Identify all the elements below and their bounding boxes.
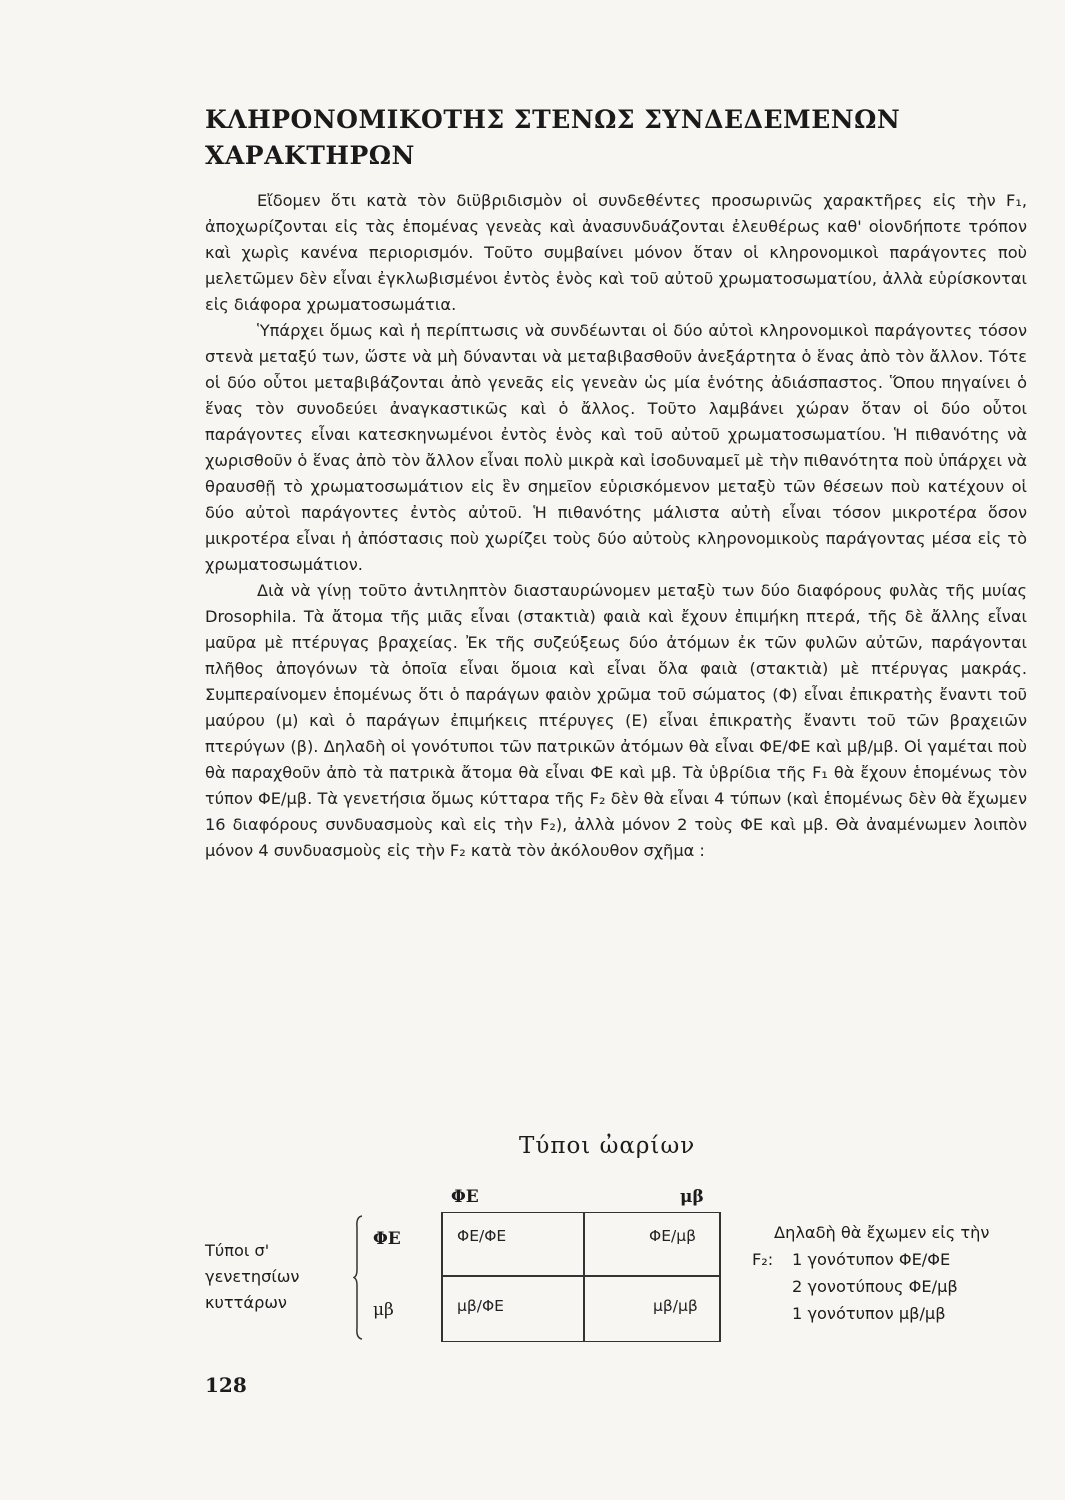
row-label-line: Τύποι σ' <box>205 1241 270 1260</box>
generation-label: F₂: <box>752 1250 774 1269</box>
summary-note <box>752 1219 1042 1327</box>
chapter-title: ΚΛΗΡΟΝΟΜΙΚΟΤΗΣ ΣΤΕΝΩΣ ΣΥΝΔΕΔΕΜΕΝΩΝ ΧΑΡΑΚΤΗΡΩΝ <box>205 105 901 170</box>
cell-fe-fe: ΦΕ/ΦΕ <box>457 1227 507 1245</box>
row-header-fe: ΦΕ <box>373 1229 401 1249</box>
paragraph: Ὑπάρχει ὅμως καὶ ἡ περίπτωσις νὰ συνδέωνται οἱ δύο αὐτοὶ κληρονομικοὶ παράγοντες τόσον στενὰ μεταξύ των, ὥστε νὰ μὴ δύνανται νὰ μεταβιβασθοῦν ἀνεξάρτητα ὁ ἕνας ἀπὸ τὸν ἄλλον. Τότε οἱ δύο οὗτοι μεταβιβάζονται ἀπὸ γενεᾶς εἰς γενεὰν ὡς μία ἑνότης ἀδιάσπαστος. Ὅπου πηγαίνει ὁ ἕνας τὸν συνοδεύει ἀναγκαστικῶς καὶ ὁ ἄλλος. Τοῦτο λαμβάνει χώραν ὅταν οἱ δύο οὗτοι παράγοντες εἶναι κατεσκηνωμένοι ἐντὸς ἑνὸς καὶ τοῦ αὐτοῦ χρωματοσωματίου. Ἡ πιθανότης νὰ χωρισθοῦν ὁ ἕνας ἀπὸ τὸν ἄλλον εἶναι πολὺ μικρὰ καὶ ἰσοδυναμεῖ μὲ τὴν πιθανότητα ποὺ ὑπάρχει νὰ θραυσθῇ τὸ χρωματοσωμάτιον εἰς ἓν σημεῖον εὑρισκόμενον μεταξὺ τῶν θέσεων ποὺ κατέχουν οἱ δύο αὐτοὶ παράγοντες ἐντὸς αὐτοῦ. Ἡ πιθανότης μάλιστα αὐτὴ εἶναι τόσον μικροτέρα ὅσον μικροτέρα εἶναι ἡ ἀπόστασις ποὺ χωρίζει τοὺς δύο αὐτοὺς κληρονομικοὺς παράγοντας μέσα εἰς τὸ χρωματοσωμάτιον. <box>205 321 1027 574</box>
page-number: 128 <box>205 1373 247 1397</box>
summary-genotype: 2 γονοτύπους ΦΕ/μβ <box>792 1277 958 1296</box>
column-header-mb: μβ <box>680 1187 704 1207</box>
cell-mb-mb: μβ/μβ <box>653 1297 698 1315</box>
summary-genotype: 1 γονότυπον μβ/μβ <box>792 1304 946 1323</box>
punnett-square <box>441 1212 721 1342</box>
paragraph: Διὰ νὰ γίνῃ τοῦτο ἀντιληπτὸν διασταυρώνομεν μεταξὺ των δύο διαφόρους φυλὰς τῆς μυίας Drosophila. Τὰ ἄτομα τῆς μιᾶς εἶναι (στακτιὰ) φαιὰ καὶ ἔχουν ἐπιμήκη πτερά, τῆς δὲ ἄλλης εἶναι μαῦρα μὲ πτέρυγας βραχείας. Ἐκ τῆς συζεύξεως δύο ἀτόμων ἐκ τῶν φυλῶν αὐτῶν, παράγονται πλῆθος ἀπογόνων τὰ ὁποῖα εἶναι ὅμοια καὶ εἶναι ὅλα φαιὰ (στακτιὰ) μὲ πτέρυγας μακράς. Συμπεραίνομεν ἑπομένως ὅτι ὁ παράγων φαιὸν χρῶμα τοῦ σώματος (Φ) εἶναι ἐπικρατὴς ἔναντι τοῦ μαύρου (μ) καὶ ὁ παράγων ἐπιμήκεις πτέρυγες (Ε) εἶναι ἐπικρατὴς ἔναντι τοῦ τῶν βραχειῶν πτερύγων (β). Δηλαδὴ οἱ γονότυποι τῶν πατρικῶν ἀτόμων θὰ εἶναι ΦΕ/ΦΕ καὶ μβ/μβ. Οἱ γαμέται ποὺ θὰ παραχθοῦν ἀπὸ τὰ πατρικὰ ἄτομα θὰ εἶναι ΦΕ καὶ μβ. Τὰ ὑβρίδια τῆς F₁ θὰ ἔχουν ἑπομένως τὸν τύπον ΦΕ/μβ. Τὰ γενετήσια ὅμως κύτταρα τῆς F₂ δὲν θὰ εἶναι 4 τύπων (καὶ ἑπομένως δὲν θὰ ἔχωμεν 16 διαφόρους συνδυασμοὺς καὶ εἰς τὴν F₂), ἀλλὰ μόνον 2 τοὺς ΦΕ καὶ μβ. Θὰ ἀναμένωμεν λοιπὸν μόνον 4 συνδυασμοὺς εἰς τὴν F₂ κατὰ τὸν ἀκόλουθον σχῆμα : <box>205 581 1027 860</box>
column-header-fe: ΦΕ <box>451 1187 479 1207</box>
paragraph: Εἴδομεν ὅτι κατὰ τὸν διϋβριδισμὸν οἱ συνδεθέντες προσωρινῶς χαρακτῆρες εἰς τὴν F₁, ἀποχωρίζονται εἰς τὰς ἑπομένας γενεὰς καὶ ἀνασυνδυάζονται ἐλευθέρως καθ' οἱονδήποτε τρόπον καὶ χωρὶς κανένα περιορισμόν. Τοῦτο συμβαίνει μόνον ὅταν οἱ κληρονομικοὶ παράγοντες ποὺ μελετῶμεν δὲν εἶναι ἐγκλωβισμένοι ἐντὸς ἑνὸς καὶ τοῦ αὐτοῦ χρωματοσωματίου, ἀλλὰ εὑρίσκονται εἰς διάφορα χρωματοσωμάτια. <box>205 191 1027 314</box>
cell-fe-mb: ΦΕ/μβ <box>649 1227 696 1245</box>
cell-mb-fe: μβ/ΦΕ <box>457 1297 504 1315</box>
row-label-line: κυττάρων <box>205 1293 287 1312</box>
summary-intro: Δηλαδὴ θὰ ἔχωμεν εἰς τὴν <box>774 1223 990 1242</box>
row-header-mb: μβ <box>373 1300 394 1320</box>
summary-line <box>752 1246 1042 1273</box>
grid-divider <box>583 1213 585 1341</box>
grid-divider <box>443 1275 719 1277</box>
brace-icon <box>353 1215 363 1340</box>
summary-genotype: 1 γονότυπον ΦΕ/ΦΕ <box>792 1250 951 1269</box>
row-label-line: γενετησίων <box>205 1267 300 1286</box>
figure-title: Τύποι ὠαρίων <box>519 1133 696 1159</box>
body-text <box>205 188 1027 864</box>
